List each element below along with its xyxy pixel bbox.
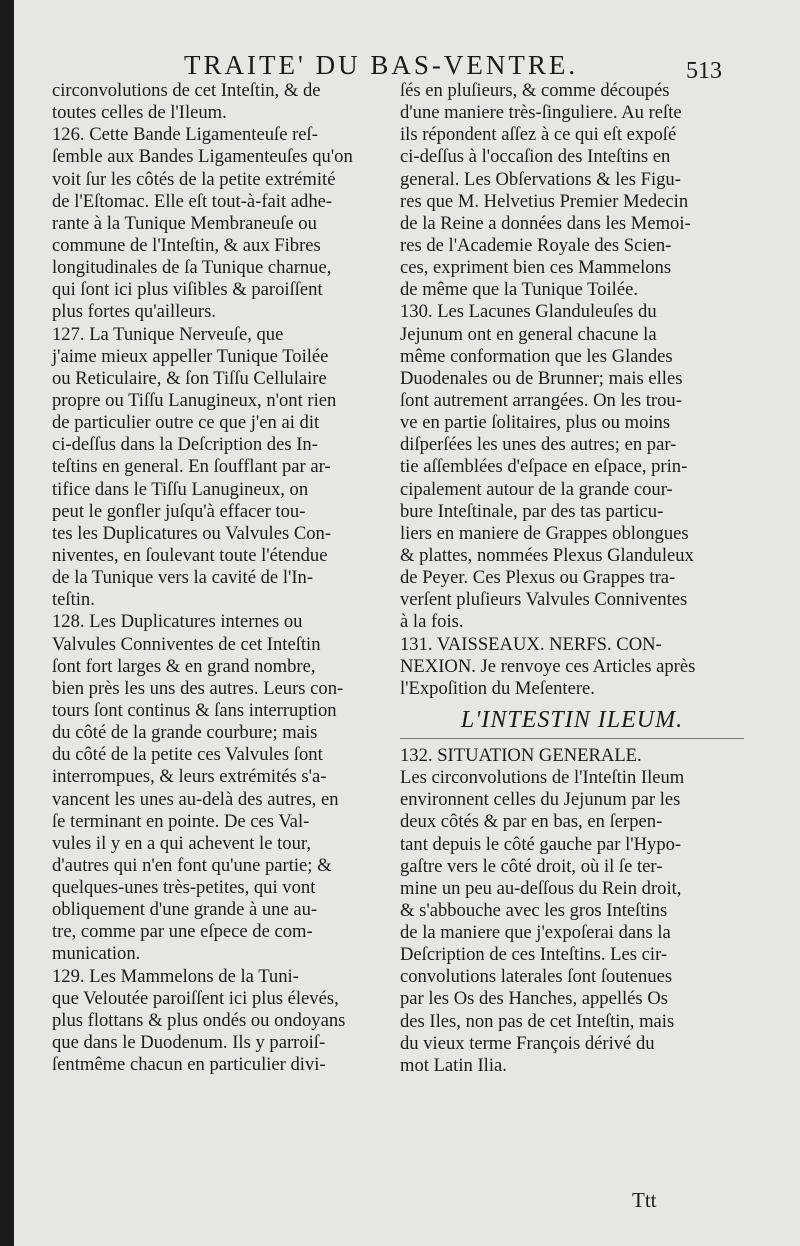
text-line: 127. La Tunique Nerveuſe, que (52, 323, 284, 345)
text-line: circonvolutions de cet Inteſtin, & de (52, 80, 321, 101)
text-line: voit ſur les côtés de la petite extrémité (52, 168, 336, 190)
text-line: mot Latin Ilia. (400, 1054, 507, 1076)
text-line: l'Expoſition du Meſentere. (400, 677, 595, 699)
text-line: Deſcription de ces Inteſtins. Les cir- (400, 944, 668, 966)
text-line: ſentmême chacun en particulier divi- (52, 1054, 326, 1076)
text-line: ſe terminant en pointe. De ces Val- (52, 810, 310, 832)
text-line: NEXION. Je renvoye ces Articles après (400, 655, 696, 677)
text-line: plus flottans & plus ondés ou ondoyans (52, 1009, 346, 1031)
text-line: convolutions laterales ſont ſoutenues (400, 966, 673, 988)
text-line: teſtins en general. En ſoufflant par ar- (52, 456, 331, 478)
text-line: res de l'Academie Royale des Scien- (400, 234, 672, 256)
text-line: 130. Les Lacunes Glanduleuſes du (400, 301, 657, 323)
text-line: gaſtre vers le côté droit, où il ſe ter- (400, 855, 663, 877)
text-line: res que M. Helvetius Premier Medecin (400, 190, 689, 212)
text-line: ve en partie ſolitaires, plus ou moins (400, 412, 671, 434)
text-line: j'aime mieux appeller Tunique Toilée (52, 345, 329, 367)
text-line: interrompues, & leurs extrémités s'a- (52, 766, 327, 788)
text-line: verſent pluſieurs Valvules Conniventes (400, 589, 688, 611)
text-line: que dans le Duodenum. Ils y parroiſ- (52, 1032, 326, 1054)
text-line: Valvules Conniventes de cet Inteſtin (52, 633, 321, 655)
text-line: tifice dans le Tiſſu Lanugineux, on (52, 478, 309, 500)
text-line: & s'abbouche avec les gros Inteſtins (400, 899, 668, 921)
text-line: de la Tunique vers la cavité de l'In- (52, 567, 314, 589)
text-line: du côté de la grande courbure; mais (52, 722, 318, 744)
text-line: 128. Les Duplicatures internes ou (52, 611, 303, 633)
text-line: bure Inteſtinale, par des tas particu- (400, 500, 664, 522)
text-line: Les circonvolutions de l'Inteſtin Ileum (400, 767, 685, 789)
text-line: plus fortes qu'ailleurs. (52, 301, 216, 323)
text-line: ci-deſſus dans la Deſcription des In- (52, 434, 318, 456)
text-line: de la maniere que j'expoſerai dans la (400, 922, 671, 944)
text-line: 129. Les Mammelons de la Tuni- (52, 965, 299, 987)
text-line: ci-deſſus à l'occaſion des Inteſtins en (400, 146, 671, 168)
text-line: bien près les uns des autres. Leurs con- (52, 677, 344, 699)
text-line: à la fois. (400, 611, 464, 633)
left-column (52, 80, 398, 1076)
text-line: que Veloutée paroiſſent ici plus élevés, (52, 987, 339, 1009)
text-line: de même que la Tunique Toilée. (400, 279, 638, 301)
text-line: niventes, en ſoulevant toute l'étendue (52, 544, 328, 566)
text-line: du vieux terme François dérivé du (400, 1032, 655, 1054)
text-line: tes les Duplicatures ou Valvules Con- (52, 522, 332, 544)
text-line: mine un peu au-deſſous du Rein droit, (400, 877, 682, 899)
text-line: environnent celles du Jejunum par les (400, 789, 681, 811)
section-heading: L'INTESTIN ILEUM. (400, 702, 744, 739)
text-line: ou Reticulaire, & ſon Tiſſu Cellulaire (52, 367, 327, 389)
text-line: de particulier outre ce que j'en ai dit (52, 412, 320, 434)
text-line: tie aſſemblées d'eſpace en eſpace, prin- (400, 456, 688, 478)
text-line: ces, expriment bien ces Mammelons (400, 257, 672, 279)
text-line: commune de l'Inteſtin, & aux Fibres (52, 234, 321, 256)
text-line: ils répondent aſſez à ce qui eſt expoſé (400, 124, 677, 146)
text-line: par les Os des Hanches, appellés Os (400, 988, 668, 1010)
text-line: general. Les Obſervations & les Figu- (400, 168, 681, 190)
right-column (400, 80, 744, 1077)
text-line: 126. Cette Bande Ligamenteuſe reſ- (52, 124, 318, 146)
text-line: d'une maniere très-ſinguliere. Au reſte (400, 102, 682, 124)
text-line: liers en maniere de Grappes oblongues (400, 522, 689, 544)
text-line: vules il y en a qui achevent le tour, (52, 832, 311, 854)
text-line: tours ſont continus & ſans interruption (52, 699, 337, 721)
text-line: de la Reine a données dans les Memoi- (400, 212, 691, 234)
text-line: de l'Eſtomac. Elle eſt tout-à-fait adhe- (52, 190, 333, 212)
text-line: du côté de la petite ces Valvules ſont (52, 744, 323, 766)
text-line: longitudinales de ſa Tunique charnue, (52, 257, 332, 279)
text-line: cipalement autour de la grande cour- (400, 478, 673, 500)
running-head: TRAITE' DU BAS-VENTRE. (184, 50, 579, 80)
text-line: tant depuis le côté gauche par l'Hypo- (400, 833, 682, 855)
book-page (14, 0, 800, 1246)
text-line: ſemble aux Bandes Ligamenteuſes qu'on (52, 146, 353, 168)
text-line: 132. SITUATION GENERALE. (400, 744, 642, 766)
text-line: ſont fort larges & en grand nombre, (52, 655, 316, 677)
text-line: Jejunum ont en general chacune la (400, 323, 657, 345)
text-line: 131. VAISSEAUX. NERFS. CON- (400, 633, 662, 655)
text-line: obliquement d'une grande à une au- (52, 899, 318, 921)
text-line: tre, comme par une eſpece de com- (52, 921, 313, 943)
text-line: Duodenales ou de Brunner; mais elles (400, 367, 683, 389)
text-line: peut le gonfler juſqu'à effacer tou- (52, 500, 306, 522)
text-line: qui ſont ici plus viſibles & paroiſſent (52, 279, 323, 301)
text-line: diſperſées les unes des autres; en par- (400, 434, 677, 456)
text-line: toutes celles de l'Ileum. (52, 102, 227, 124)
text-line: même conformation que les Glandes (400, 345, 673, 367)
text-line: ſont autrement arrangées. On les trou- (400, 389, 682, 411)
text-line: de Peyer. Ces Plexus ou Grappes tra- (400, 567, 676, 589)
text-line: & plattes, nommées Plexus Glanduleux (400, 544, 694, 566)
catchword: Ttt (632, 1188, 657, 1212)
text-line: teſtin. (52, 589, 95, 611)
text-line: rante à la Tunique Membraneuſe ou (52, 212, 317, 234)
text-line: munication. (52, 943, 141, 965)
text-line: des Iles, non pas de cet Inteſtin, mais (400, 1010, 675, 1032)
text-line: quelques-unes très-petites, qui vont (52, 877, 316, 899)
text-line: ſés en pluſieurs, & comme découpés (400, 80, 670, 101)
text-line: vancent les unes au-delà des autres, en (52, 788, 339, 810)
text-line: deux côtés & par en bas, en ſerpen- (400, 811, 663, 833)
text-line: d'autres qui n'en font qu'une partie; & (52, 854, 332, 876)
page-number: 513 (686, 58, 722, 84)
text-line: propre ou Tiſſu Lanugineux, n'ont rien (52, 389, 337, 411)
